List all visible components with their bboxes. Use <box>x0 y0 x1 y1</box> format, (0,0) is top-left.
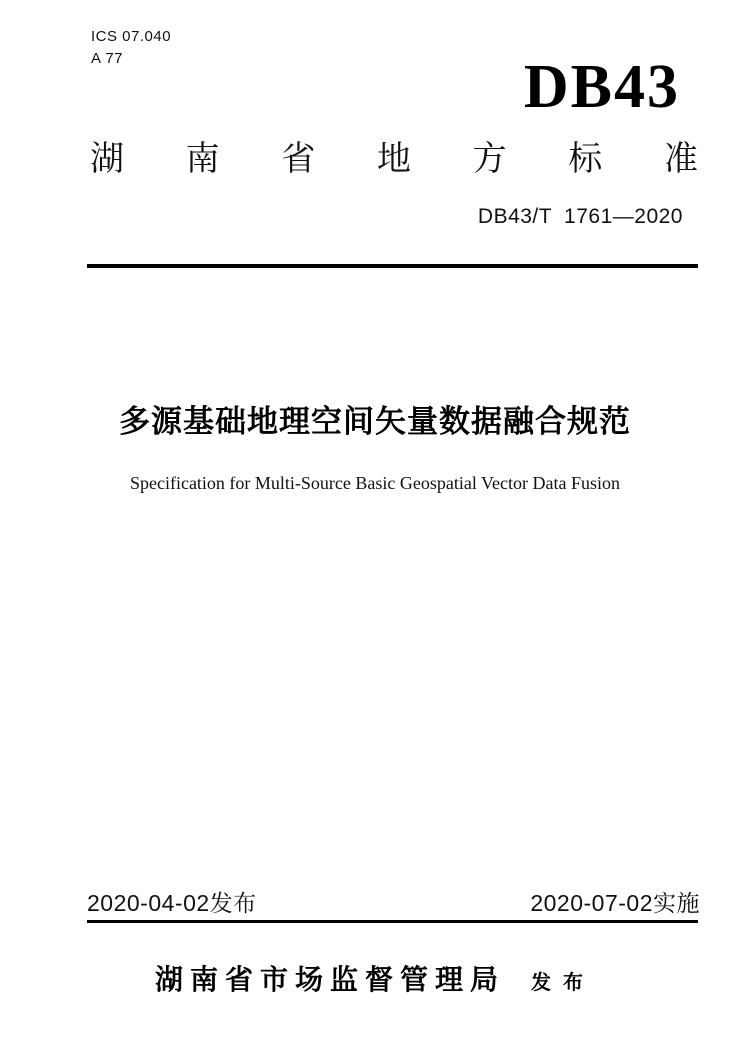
standard-band-char: 省 <box>281 140 316 178</box>
standard-band-char: 南 <box>185 140 220 178</box>
standard-band-char: 标 <box>568 140 603 178</box>
publish-label: 发布 <box>531 972 595 994</box>
header-divider-line <box>87 264 698 268</box>
standard-band-char: 方 <box>472 140 507 178</box>
footer-divider-line <box>87 920 698 923</box>
document-title-english: Specification for Multi-Source Basic Geospatial Vector Data Fusion <box>129 473 621 493</box>
standard-band-char: 湖 <box>90 140 124 178</box>
ics-code: ICS 07.040 <box>91 28 172 45</box>
db43-logo: DB43 <box>523 53 680 121</box>
standard-number: DB43/T 1761—2020 <box>477 205 683 228</box>
doc-class-code: A 77 <box>91 50 124 67</box>
standard-band-char: 地 <box>376 140 411 178</box>
document-title-chinese: 多源基础地理空间矢量数据融合规范 <box>119 404 631 439</box>
publisher-name: 湖南省市场监督管理局 <box>154 964 505 995</box>
ics-classification-block <box>91 26 171 70</box>
standard-band-char: 准 <box>663 140 698 178</box>
date-row <box>87 888 700 918</box>
standard-title-band <box>90 138 698 180</box>
implementation-date: 2020-07-02实施 <box>530 890 700 916</box>
issue-date: 2020-04-02发布 <box>87 890 257 916</box>
publisher-row <box>0 958 750 998</box>
